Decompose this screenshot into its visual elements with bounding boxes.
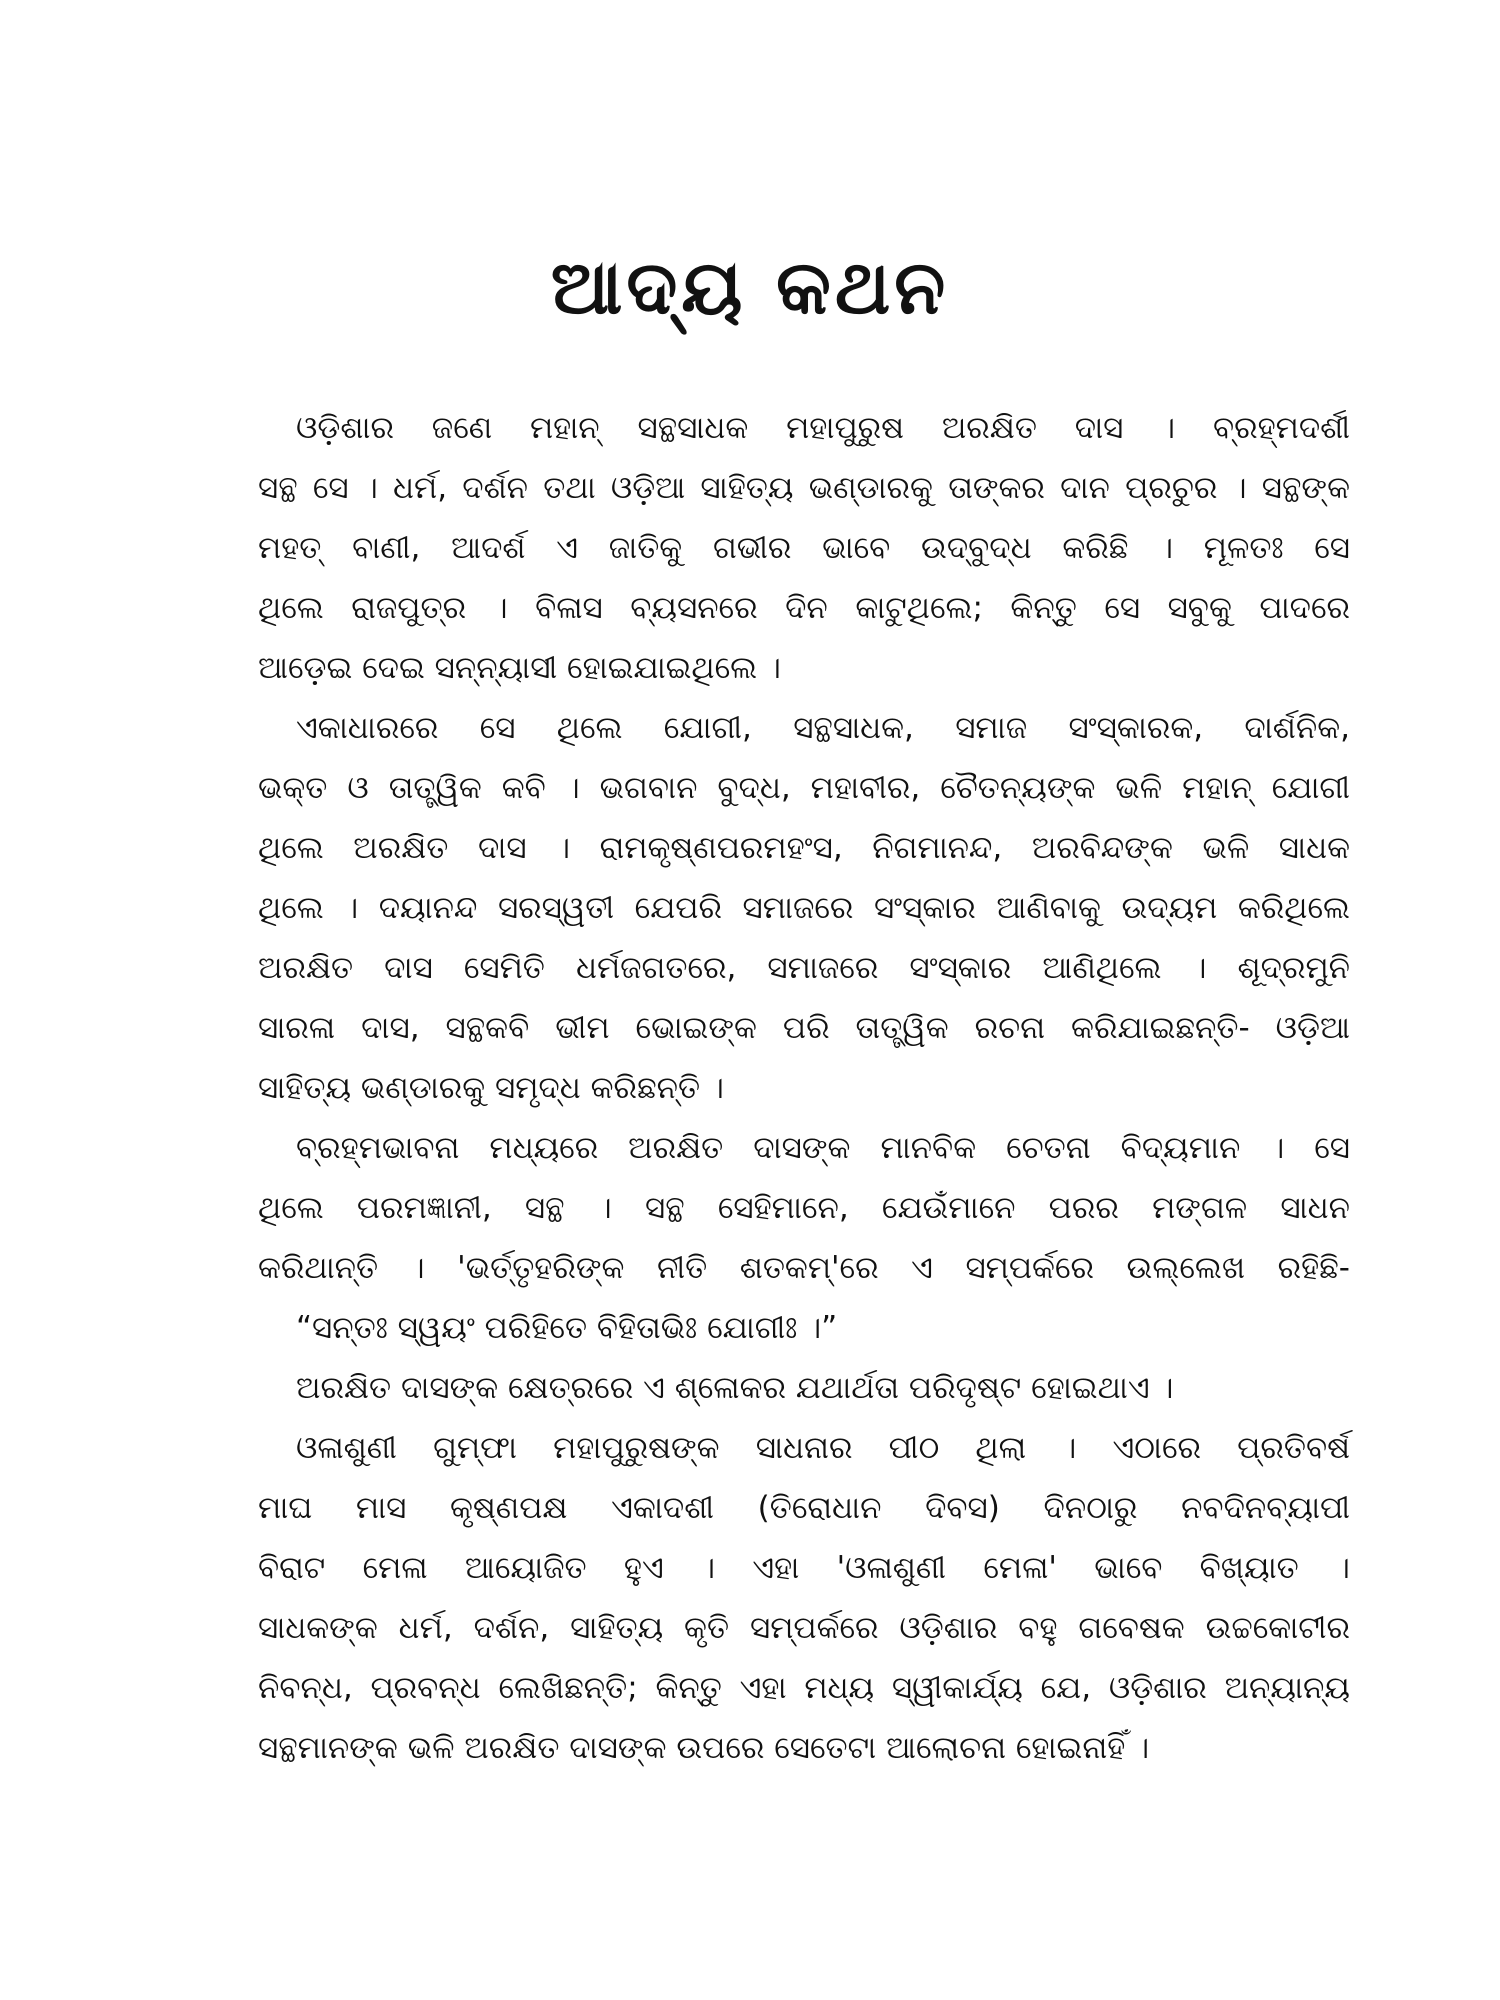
text-line: ଥିଲେ ଅରକ୍ଷିତ ଦାସ । ରାମକୃଷ୍ଣପରମହଂସ, ନିଗମାନନ୍ଦ, ଅରବିନ୍ଦଙ୍କ ଭଳି ସାଧକ bbox=[258, 830, 1350, 866]
text-line: ଥିଲେ । ଦୟାନନ୍ଦ ସରସ୍ୱତୀ ଯେପରି ସମାଜରେ ସଂସ୍କାର ଆଣିବାକୁ ଉଦ୍ୟମ କରିଥିଲେ bbox=[258, 890, 1350, 926]
text-line: ଥିଲେ ପରମଜ୍ଞାନୀ, ସନ୍ଥ । ସନ୍ଥ ସେହିମାନେ, ଯେଉଁମାନେ ପରର ମଙ୍ଗଳ ସାଧନ bbox=[258, 1190, 1350, 1226]
text-line: ଓଡ଼ିଶାର ଜଣେ ମହାନ୍ ସନ୍ଥସାଧକ ମହାପୁରୁଷ ଅରକ୍ଷିତ ଦାସ । ବ୍ରହ୍ମଦର୍ଶୀ bbox=[296, 410, 1350, 446]
text-line: ବ୍ରହ୍ମଭାବନା ମଧ୍ୟରେ ଅରକ୍ଷିତ ଦାସଙ୍କ ମାନବିକ ଚେତନା ବିଦ୍ୟମାନ । ସେ bbox=[296, 1130, 1350, 1166]
text-line: ସାଧକଙ୍କ ଧର୍ମ, ଦର୍ଶନ, ସାହିତ୍ୟ କୃତି ସମ୍ପର୍କରେ ଓଡ଼ିଶାର ବହୁ ଗବେଷକ ଉଚ୍ଚକୋଟୀର bbox=[258, 1610, 1350, 1646]
text-line: ନିବନ୍ଧ, ପ୍ରବନ୍ଧ ଲେଖିଛନ୍ତି; କିନ୍ତୁ ଏହା ମଧ୍ୟ ସ୍ୱୀକାର୍ଯ୍ୟ ଯେ, ଓଡ଼ିଶାର ଅନ୍ୟାନ୍ୟ bbox=[258, 1670, 1350, 1706]
text-line: ଭକ୍ତ ଓ ତାତ୍ତ୍ୱିକ କବି । ଭଗବାନ ବୁଦ୍ଧ, ମହାବୀର, ଚୈତନ୍ୟଙ୍କ ଭଳି ମହାନ୍ ଯୋଗୀ bbox=[258, 770, 1350, 806]
text-line: ଅରକ୍ଷିତ ଦାସ ସେମିତି ଧର୍ମଜଗତରେ, ସମାଜରେ ସଂସ୍କାର ଆଣିଥିଲେ । ଶୂଦ୍ରମୁନି bbox=[258, 950, 1350, 986]
text-line: ଅରକ୍ଷିତ ଦାସଙ୍କ କ୍ଷେତ୍ରରେ ଏ ଶ୍ଳୋକର ଯଥାର୍ଥତା ପରିଦୃଷ୍ଟ ହୋଇଥାଏ । bbox=[296, 1370, 1174, 1406]
text-line: ସାହିତ୍ୟ ଭଣ୍ଡାରକୁ ସମୃଦ୍ଧ କରିଛନ୍ତି । bbox=[258, 1070, 724, 1106]
text-line: ସାରଳା ଦାସ, ସନ୍ଥକବି ଭୀମ ଭୋଇଙ୍କ ପରି ତାତ୍ତ୍ୱିକ ରଚନା କରିଯାଇଛନ୍ତି- ଓଡ଼ିଆ bbox=[258, 1010, 1350, 1046]
text-line: ଆଡ଼େଇ ଦେଇ ସନ୍ନ୍ୟାସୀ ହୋଇଯାଇଥିଲେ । bbox=[258, 650, 781, 686]
text-line: ମାଘ ମାସ କୃଷ୍ଣପକ୍ଷ ଏକାଦଶୀ (ତିରୋଧାନ ଦିବସ) ଦିନଠାରୁ ନବଦିନବ୍ୟାପୀ bbox=[258, 1490, 1350, 1526]
text-line: ବିରାଟ ମେଳା ଆୟୋଜିତ ହୁଏ । ଏହା 'ଓଳାଶୁଣୀ ମେଳା' ଭାବେ ବିଖ୍ୟାତ । bbox=[258, 1550, 1350, 1586]
text-line: ଥିଲେ ରାଜପୁତ୍ର । ବିଳାସ ବ୍ୟସନରେ ଦିନ କାଟୁଥିଲେ; କିନ୍ତୁ ସେ ସବୁକୁ ପାଦରେ bbox=[258, 590, 1350, 626]
text-line: ଏକାଧାରରେ ସେ ଥିଲେ ଯୋଗୀ, ସନ୍ଥସାଧକ, ସମାଜ ସଂସ୍କାରକ, ଦାର୍ଶନିକ, bbox=[296, 710, 1350, 746]
sanskrit-quote: “ସନ୍ତଃ ସ୍ୱୟଂ ପରିହିତେ ବିହିତାଭିଃ ଯୋଗୀଃ ।” bbox=[296, 1310, 838, 1346]
text-line: ସନ୍ଥମାନଙ୍କ ଭଳି ଅରକ୍ଷିତ ଦାସଙ୍କ ଉପରେ ସେତେଟା ଆଲୋଚନା ହୋଇନାହିଁ । bbox=[258, 1730, 1150, 1766]
text-line: ମହତ୍ ବାଣୀ, ଆଦର୍ଶ ଏ ଜାତିକୁ ଗଭୀର ଭାବେ ଉଦ୍‌ବୁଦ୍ଧ କରିଛି । ମୂଳତଃ ସେ bbox=[258, 530, 1350, 566]
page-title: ଆଦ୍ୟ କଥନ bbox=[550, 245, 950, 331]
text-line: ଓଳାଶୁଣୀ ଗୁମ୍ଫା ମହାପୁରୁଷଙ୍କ ସାଧନାର ପୀଠ ଥିଲା । ଏଠାରେ ପ୍ରତିବର୍ଷ bbox=[296, 1430, 1350, 1466]
text-line: ସନ୍ଥ ସେ । ଧର୍ମ, ଦର୍ଶନ ତଥା ଓଡ଼ିଆ ସାହିତ୍ୟ ଭଣ୍ଡାରକୁ ତାଙ୍କର ଦାନ ପ୍ରଚୁର । ସନ୍ଥଙ୍କ bbox=[258, 470, 1350, 506]
text-line: କରିଥାନ୍ତି । 'ଭର୍ତ୍ତୃହରିଙ୍କ ନୀତି ଶତକମ୍'ରେ ଏ ସମ୍ପର୍କରେ ଉଲ୍ଲେଖ ରହିଛି- bbox=[258, 1250, 1350, 1286]
